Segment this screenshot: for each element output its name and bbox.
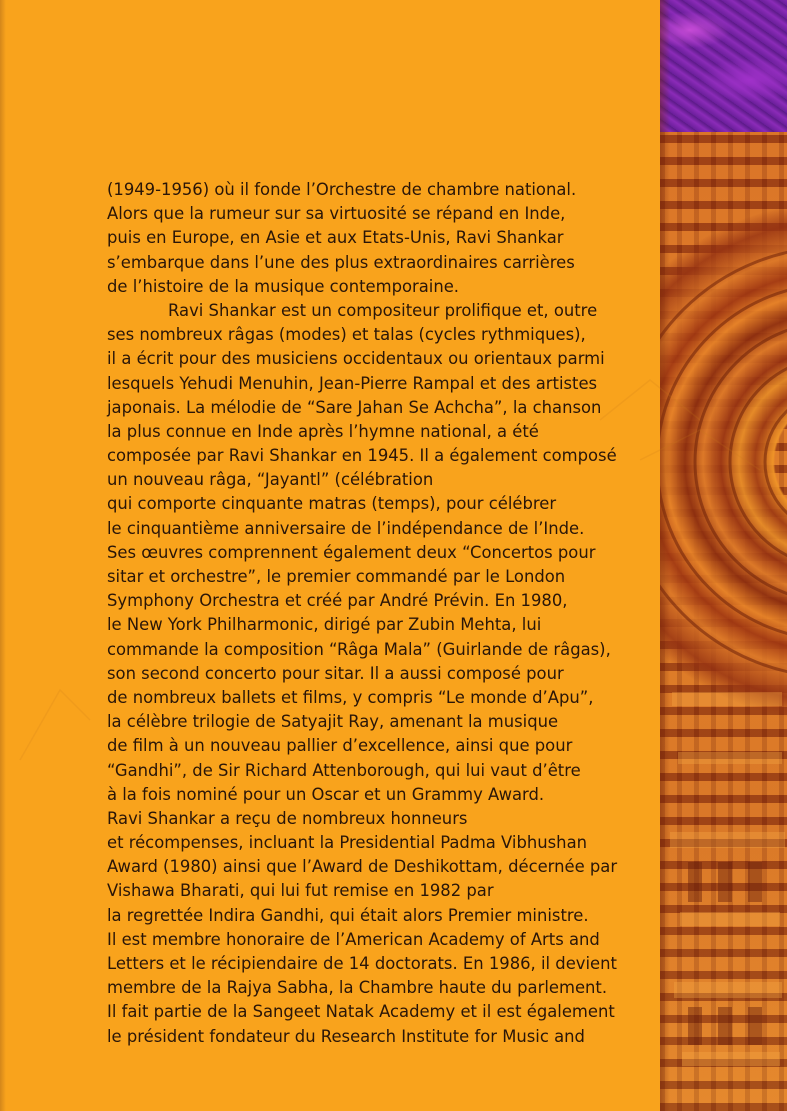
- text-line: s’embarque dans l’une des plus extraordinaires carrières: [107, 252, 575, 272]
- text-line: Letters et le récipiendaire de 14 doctorats. En 1986, il devient: [107, 954, 617, 973]
- text-line: “Gandhi”, de Sir Richard Attenborough, qui lui vaut d’être: [107, 760, 581, 780]
- text-line: Symphony Orchestra et créé par André Prévin. En 1980,: [107, 591, 568, 611]
- text-line: Il fait partie de la Sangeet Natak Academy et il est également: [107, 1002, 615, 1022]
- text-line: ses nombreux râgas (modes) et talas (cycles rythmiques),: [107, 325, 586, 345]
- text-line: commande la composition “Râga Mala” (Guirlande de râgas),: [107, 639, 611, 659]
- text-line: le cinquantième anniversaire de l’indépendance de l’Inde.: [107, 518, 585, 538]
- text-line: il a écrit pour des musiciens occidentaux ou orientaux parmi: [107, 349, 605, 369]
- body-text: [107, 178, 652, 1049]
- text-line: la plus connue en Inde après l’hymne national, a été: [107, 421, 539, 441]
- decorative-side-image: [660, 0, 787, 1111]
- text-line: qui comporte cinquante matras (temps), pour célébrer: [107, 494, 557, 514]
- text-line: Award (1980) ainsi que l’Award de Deshikottam, décernée par: [107, 857, 618, 877]
- text-line: et récompenses, incluant la Presidential Padma Vibhushan: [107, 833, 588, 853]
- carving-pattern: [660, 132, 787, 1111]
- text-line: composée par Ravi Shankar en 1945. Il a également composé: [107, 446, 617, 466]
- panel-edge-shadow: [660, 0, 670, 1111]
- text-line: lesquels Yehudi Menuhin, Jean-Pierre Rampal et des artistes: [107, 373, 598, 393]
- text-line: son second concerto pour sitar. Il a aussi composé pour: [107, 663, 564, 683]
- text-line: la regrettée Indira Gandhi, qui était alors Premier ministre.: [107, 905, 589, 925]
- text-line: un nouveau râga, “Jayantl” (célébration: [107, 470, 434, 490]
- text-line: japonais. La mélodie de “Sare Jahan Se Achcha”, la chanson: [107, 397, 602, 417]
- text-line: de nombreux ballets et films, y compris “Le monde d’Apu”,: [107, 687, 594, 707]
- text-line: la célèbre trilogie de Satyajit Ray, amenant la musique: [107, 712, 559, 732]
- text-line: de film à un nouveau pallier d’excellence, ainsi que pour: [107, 736, 573, 756]
- text-line: à la fois nominé pour un Oscar et un Grammy Award.: [107, 784, 545, 804]
- text-line: Vishawa Bharati, qui lui fut remise en 1982 par: [107, 881, 494, 901]
- text-line: Alors que la rumeur sur sa virtuosité se répand en Inde,: [107, 204, 566, 224]
- text-line: Ravi Shankar a reçu de nombreux honneurs: [107, 808, 468, 828]
- text-line: Il est membre honoraire de l’American Academy of Arts and: [107, 929, 600, 949]
- text-line: membre de la Rajya Sabha, la Chambre haute du parlement.: [107, 978, 608, 998]
- text-line: Ses œuvres comprennent également deux “Concertos pour: [107, 542, 596, 562]
- purple-textile-image: [660, 0, 787, 132]
- paragraph-start-line: Ravi Shankar est un compositeur prolifique et, outre: [168, 300, 598, 320]
- carved-temple-image: [660, 132, 787, 1111]
- text-line: de l’histoire de la musique contemporaine.: [107, 276, 460, 296]
- text-line: le président fondateur du Research Institute for Music and: [107, 1026, 585, 1046]
- text-line: sitar et orchestre”, le premier commandé par le London: [107, 567, 566, 586]
- text-line: le New York Philharmonic, dirigé par Zubin Mehta, lui: [107, 615, 542, 635]
- text-line: puis en Europe, en Asie et aux Etats-Unis, Ravi Shankar: [107, 228, 564, 248]
- text-line: (1949-1956) où il fonde l’Orchestre de chambre national.: [107, 180, 577, 199]
